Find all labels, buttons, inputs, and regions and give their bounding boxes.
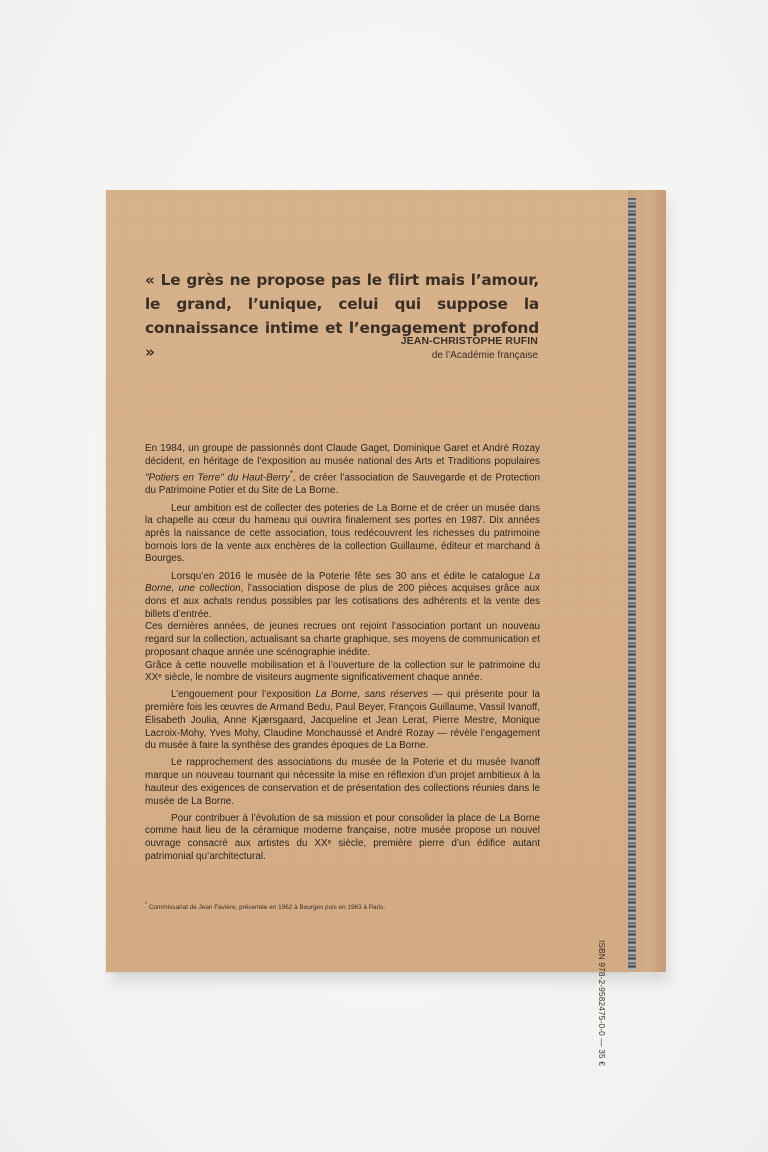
cover-body-text	[145, 443, 540, 868]
body-text-italic: La Borne, sans réserves	[315, 689, 429, 701]
body-paragraph	[145, 689, 540, 753]
isbn-price: ISBN 978-2-9582475-0-0 — 35 €	[597, 940, 606, 1066]
body-text: En 1984, un groupe de passionnés dont Claude Gaget, Dominique Garet et André Rozay décident, en héritage de l’exposition au musée national des Arts et Traditions populaires	[145, 443, 540, 467]
body-text: L’engouement pour l’exposition	[171, 689, 316, 701]
body-paragraph: Pour contribuer à l’évolution de sa mission et pour consolider la place de La Borne comme haut lieu de la céramique moderne française, notre musée propose un nouvel ouvrage consacré aux artistes du XXᵉ siècle, première pierre d’un édifice autant patrimonial qu’architectural.	[145, 812, 540, 862]
body-text: , l’association dispose de plus de 200 pièces acquises grâce aux dons et aux achats rendus possibles par les cotisations des adhérents et la vente des billets d’entrée.	[145, 583, 540, 620]
body-text: , de créer l’association de Sauvegarde et de Protection du Patrimoine Potier et du Site de La Borne.	[145, 472, 540, 497]
cover-footnote	[145, 902, 385, 911]
body-paragraph	[145, 571, 540, 622]
footnote-marker: *	[145, 902, 148, 908]
cover-quote: « Le grès ne propose pas le flirt mais l’amour, le grand, l’unique, celui qui suppose la connaissance intime et l’engagement profond »	[145, 271, 539, 361]
body-paragraph: Grâce à cette nouvelle mobilisation et à l’ouverture de la collection sur le patrimoine du XXᵉ siècle, le nombre de visiteurs augmente significativement chaque année.	[145, 659, 540, 684]
body-text: — qui présente pour la première fois les œuvres de Armand Bedu, Paul Beyer, François Guillaume, Vassil Ivanoff, Élisabeth Joulia, Anne Kjærsgaard, Jacqueline et Jean Lerat, Pierre Mestre, Monique Lacroix-Mohy, Yves Mohy, Claudine Monchaussé et André Rozay — révèle l’engagement du musée à faire la synthèse des grandes époques de La Borne.	[145, 689, 540, 752]
footnote-text: Commissariat de Jean Favière, présentée en 1962 à Bourges puis en 1963 à Paris.	[147, 904, 386, 912]
quote-author: JEAN-CHRISTOPHE RUFIN	[400, 335, 538, 347]
body-paragraph	[145, 443, 540, 498]
body-paragraph: Ces dernières années, de jeunes recrues ont rejoint l’association portant un nouveau regard sur la collection, actualisant sa charte graphique, ses moyens de communication et proposant chaque année une scénographie inédite.	[145, 621, 540, 658]
footnote-marker: *	[289, 469, 293, 479]
quote-author-affiliation: de l’Académie française	[431, 350, 538, 361]
body-text: Lorsqu’en 2016 le musée de la Poterie fête ses 30 ans et édite le catalogue	[171, 570, 530, 582]
body-paragraph: Leur ambition est de collecter des poteries de La Borne et de créer un musée dans la chapelle au cœur du hameau qui ouvrira finalement ses portes en 1987. Dix années après la naissance de cette association, tous redécouvrent les richesses du patrimoine bornois lors de la vente aux enchères de la collection Guillaume, éditeur et marchand à Bourges.	[145, 502, 540, 565]
body-text-italic: La Borne, une collection	[145, 570, 540, 595]
body-text-italic: "Potiers en Terre" du Haut-Berry	[145, 472, 290, 484]
book-spine-binding	[628, 198, 636, 970]
body-paragraph: Le rapprochement des associations du musée de la Poterie et du musée Ivanoff marque un nouveau tournant qui nécessite la mise en réflexion d’un projet ambitieux à la hauteur des exigences de conservation et de présentation des collections réunies dans le musée de La Borne.	[145, 757, 540, 807]
